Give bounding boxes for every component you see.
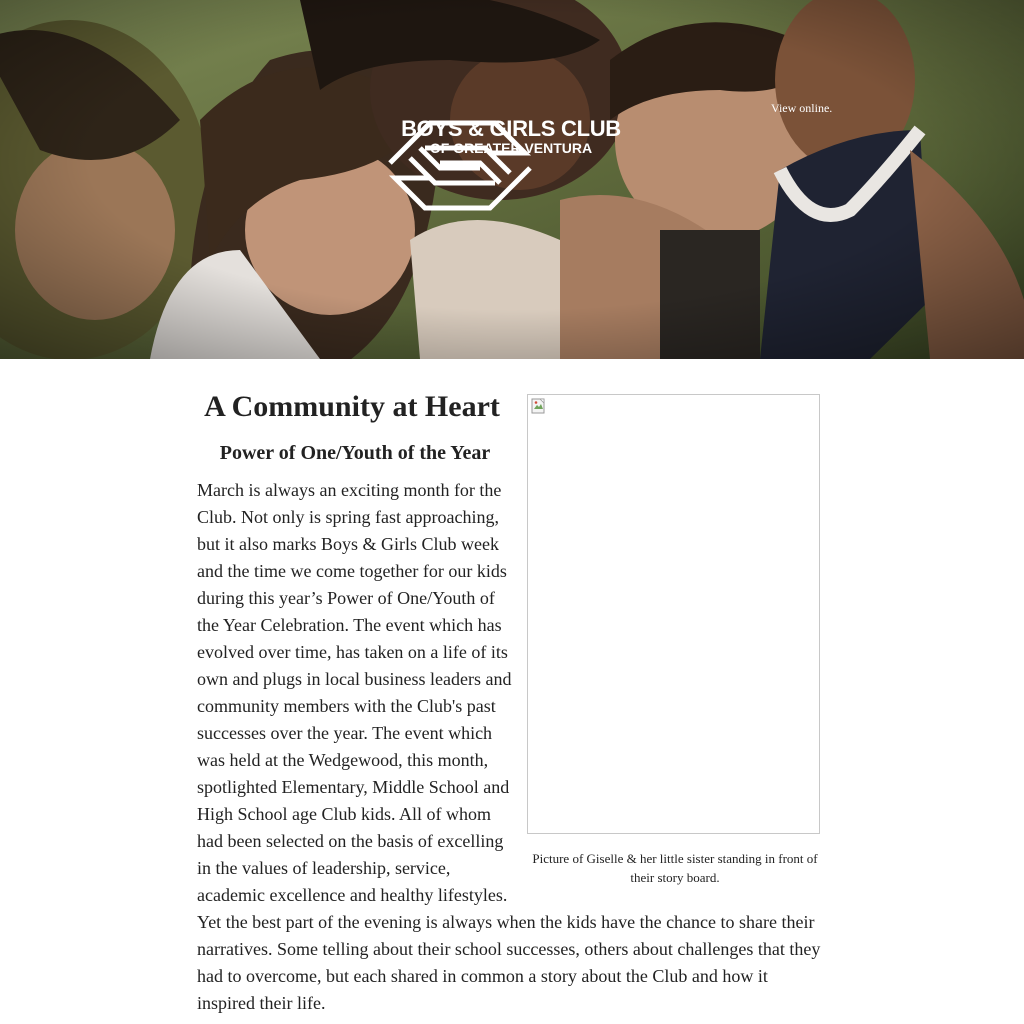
view-online-link[interactable]: View online. <box>771 101 833 115</box>
article-body: March is always an exciting month for the Club. Not only is spring fast approaching, but it also marks Boys & Girls Club week and the time we come together for our kids during this year’s Power of One/Youth of the Year Celebration. The event which has evolved over time, has taken on a life of its own and plugs in local business leaders and community members with the Club's past successes over the year. The event which was held at the Wedgewood, this month, spotlighted Elementary, Middle School and High School age Club kids. All of whom had been selected on the basis of excelling in the values of leadership, service, academic excellence and healthy lifestyles. Yet the best part of the evening is always when the kids have the chance to share their narratives. Some telling about their school successes, others about challenges that they had to overcome, but each shared in common a story about the Club and how it inspired their life. <box>197 480 821 1013</box>
interlocking-hands-icon <box>385 118 535 216</box>
logo-name: BOYS & GIRLS CLUB <box>401 116 621 141</box>
broken-image-icon <box>531 398 547 414</box>
article-photo <box>527 394 820 834</box>
logo-subtitle: OF GREATER VENTURA <box>429 140 593 156</box>
image-caption: Picture of Giselle & her little sister standing in front of their story board. <box>532 851 818 885</box>
article-title: A Community at Heart <box>204 390 500 423</box>
article <box>197 385 824 1017</box>
club-logo[interactable] <box>385 118 637 156</box>
header-banner <box>0 0 1024 359</box>
article-subtitle: Power of One/Youth of the Year <box>219 442 491 464</box>
article-figure <box>525 394 825 887</box>
